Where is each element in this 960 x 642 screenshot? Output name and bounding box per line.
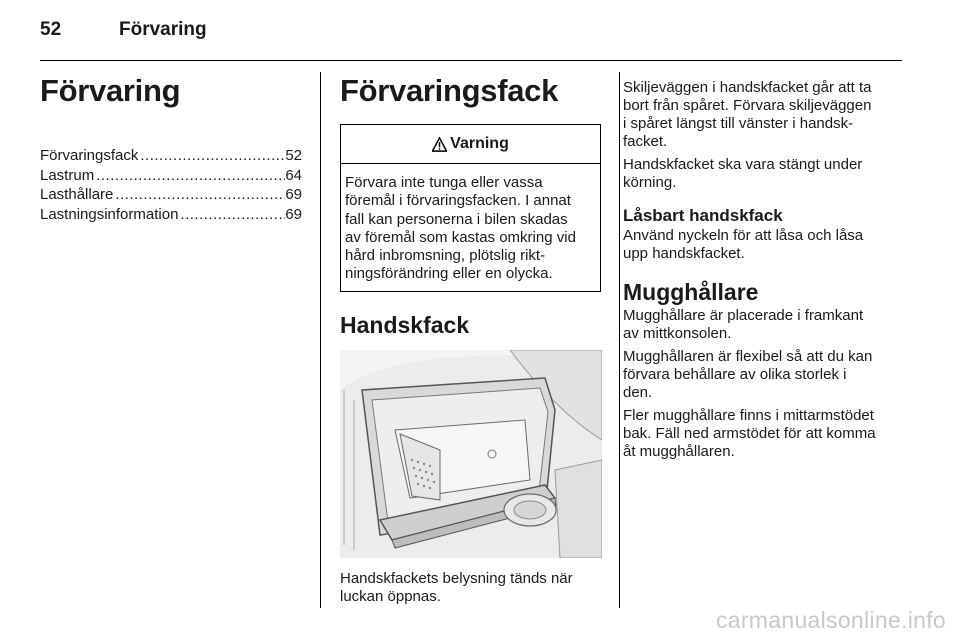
text-line: bort från spåret. Förvara skiljeväggen bbox=[623, 97, 872, 114]
text-line: den. bbox=[623, 384, 653, 401]
warning-triangle-icon bbox=[432, 137, 447, 152]
warning-line: föremål i förvaringsfacken. I annat bbox=[345, 192, 571, 210]
toc-entry[interactable] bbox=[40, 185, 302, 205]
warning-text bbox=[341, 164, 600, 291]
text-line: körning. bbox=[623, 174, 677, 191]
locked-glovebox-heading: Låsbart handskfack bbox=[623, 206, 783, 225]
chapter-column bbox=[40, 68, 302, 224]
text-line: bak. Fäll ned armstödet för att komma bbox=[623, 425, 876, 442]
running-header-title: Förvaring bbox=[119, 19, 207, 40]
cupholder-paragraph bbox=[623, 407, 903, 461]
warning-line: hård inbromsning, plötslig rikt- bbox=[345, 247, 546, 265]
text-line: Skiljeväggen i handskfacket går att ta bbox=[623, 79, 872, 96]
toc-leader bbox=[178, 205, 285, 225]
text-line: Handskfacket ska vara stängt under bbox=[623, 156, 863, 173]
chapter-heading: Förvaring bbox=[40, 73, 181, 108]
text-line: Mugghållare är placerade i framkant bbox=[623, 307, 864, 324]
glovebox-drawing bbox=[340, 350, 602, 558]
text-line: Använd nyckeln för att låsa och låsa bbox=[623, 227, 864, 244]
warning-line: ningsförändring eller en olycka. bbox=[345, 265, 553, 283]
toc-label: Lasthållare bbox=[40, 186, 114, 203]
toc-page: 69 bbox=[285, 186, 302, 203]
warning-box bbox=[340, 124, 601, 292]
text-line: åt mugghållaren. bbox=[623, 443, 735, 460]
toc-label: Lastrum bbox=[40, 166, 95, 184]
caption-line: luckan öppnas. bbox=[340, 587, 441, 605]
cupholder-paragraph bbox=[623, 348, 903, 402]
warning-line: Förvara inte tunga eller vassa bbox=[345, 174, 543, 191]
text-line: upp handskfacket. bbox=[623, 245, 745, 262]
toc-entry[interactable] bbox=[40, 205, 302, 225]
text-line: i spåret längst till vänster i handsk- bbox=[623, 115, 854, 132]
toc-leader bbox=[138, 146, 285, 166]
text-line: av mittkonsolen. bbox=[623, 325, 732, 342]
cupholder-paragraph bbox=[623, 307, 903, 343]
toc-page: 52 bbox=[285, 147, 302, 164]
warning-header bbox=[341, 125, 600, 164]
toc-label: Lastningsinformation bbox=[40, 205, 179, 223]
toc-leader bbox=[94, 166, 285, 186]
warning-line: av föremål som kastas omkring vid bbox=[345, 228, 576, 246]
toc-entry[interactable] bbox=[40, 146, 302, 166]
storage-column bbox=[340, 68, 602, 606]
cupholder-heading: Mugghållare bbox=[623, 279, 759, 305]
watermark: carmanualsonline.info bbox=[715, 607, 946, 633]
toc-entry[interactable] bbox=[40, 166, 302, 186]
toc-label: Förvaringsfack bbox=[40, 147, 139, 164]
warning-title: Varning bbox=[450, 135, 509, 152]
glovebox-illustration bbox=[340, 350, 602, 558]
text-line: Mugghållaren är flexibel så att du kan bbox=[623, 348, 873, 365]
illustration-caption bbox=[340, 570, 602, 606]
subsection-heading: Handskfack bbox=[340, 311, 470, 338]
toc-page: 69 bbox=[285, 205, 302, 223]
divider-paragraph bbox=[623, 79, 903, 151]
warning-line: fall kan personerna i bilen skadas bbox=[345, 210, 568, 228]
toc-leader bbox=[113, 185, 285, 205]
column-divider-right bbox=[619, 72, 620, 608]
locked-glovebox-text bbox=[623, 227, 903, 263]
closed-while-driving-paragraph bbox=[623, 156, 903, 192]
text-line: Fler mugghållare finns i mittarmstödet bbox=[623, 407, 874, 424]
glovebox-column bbox=[623, 79, 903, 461]
text-line: facket. bbox=[623, 133, 668, 150]
table-of-contents bbox=[40, 146, 302, 224]
caption-line: Handskfackets belysning tänds när bbox=[340, 569, 573, 587]
page-number: 52 bbox=[40, 19, 62, 40]
toc-page: 64 bbox=[285, 166, 302, 184]
section-heading: Förvaringsfack bbox=[340, 73, 559, 108]
column-divider-left bbox=[320, 72, 321, 608]
header-rule bbox=[40, 60, 902, 61]
text-line: förvara behållare av olika storlek i bbox=[623, 366, 847, 383]
